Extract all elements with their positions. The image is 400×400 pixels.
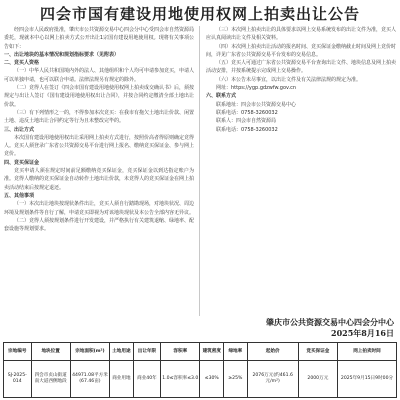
- table-cell: ≥25%: [224, 361, 248, 398]
- table-header-row: [4, 343, 397, 361]
- paragraph: （一）中华人民共和国境内外的法人、其他组织和个人均可申请参加竞买，申请人可以单独申请，也可以联合申请。法律法规另有规定的除外。: [4, 68, 194, 83]
- table-cell: 四会市贞山街道南大道西侧地段: [31, 361, 70, 398]
- page-title: 四会市国有建设用地使用权网上拍卖出让公告: [39, 5, 360, 23]
- table-cell: 商业用地: [110, 361, 134, 398]
- paragraph: （二）竞得人在签订《四会市国有建设用地使用权网上拍卖成交确认书》后，须按规定与出让人签订《国有建设用地使用权出让合同》，并按合同约定缴清全部土地出让价款。: [4, 85, 194, 108]
- table-header-cell: 网上拍卖时间: [338, 343, 397, 361]
- table-header-cell: 宗地编号: [4, 343, 32, 361]
- table-cell: 1.0≤容积率≤3.0: [161, 361, 200, 398]
- paragraph: 联系电话：0758-3260032: [216, 109, 278, 116]
- table-header-cell: 宗地面积(m²): [70, 343, 109, 361]
- column-divider: [199, 26, 200, 316]
- table-header-cell: 出让年限: [133, 343, 161, 361]
- table-body: [4, 361, 397, 398]
- table-header-cell: 绿地率: [224, 343, 248, 361]
- paragraph: （三）有下列情形之一的，不得参加本次竞买：在我市有拖欠土地出让价款、闲置土地、违反土地出让合同约定等行为且未整改完毕的。: [4, 109, 194, 125]
- issuer-signature: 肇庆市公共资源交易中心四会分中心: [266, 317, 394, 327]
- paragraph: （四）本次网上拍卖出让活动的报名时间、竞买保证金缴纳截止时间及网上竞价时间，详见广东省公共资源交易平台发布的交易信息。: [206, 43, 396, 58]
- table-header-cell: 起始价: [247, 343, 298, 361]
- table-header-cell: 竞买保证金: [298, 343, 337, 361]
- table-cell: 商业40年: [133, 361, 161, 398]
- section-heading: 六、联系方式: [206, 93, 237, 100]
- table-cell: 44971.08平方米(67.46亩): [70, 361, 109, 398]
- table-cell: SJ-2025-014: [4, 361, 32, 398]
- section-heading: 二、竞买人资格: [4, 60, 40, 67]
- section-heading: 五、其他事项: [4, 192, 35, 199]
- paragraph: 经四会市人民政府批准，肇庆市公共资源交易中心四会分中心受四会市自然资源局委托，现就本中心以网上拍卖方式公开出让1宗国有建设用地使用权。现将有关事项公告如下：: [4, 27, 194, 50]
- announcement-left-column: [4, 26, 194, 316]
- paragraph: （六）本公告未尽事宜，以出让文件及有关法律法规的规定为准。: [216, 76, 362, 83]
- paragraph: 联系地址：四会市公共资源交易中心: [216, 101, 297, 108]
- paragraph: （一）本次出让地块按现状条件出让，竞买人须自行踏勘现场，对地块状况、周边环境及规划条件等自行了解，申请竞买即视为对该地块现状及本公告全部内容无异议。: [4, 201, 194, 216]
- land-parcel-table: [3, 342, 397, 398]
- table-header-cell: 容积率: [161, 343, 200, 361]
- table-header-cell: 地块位置: [31, 343, 70, 361]
- paragraph: 网址：https://ygp.gdzwfw.gov.cn: [216, 85, 297, 92]
- table-cell: 2025年9月15日9时00分: [338, 361, 397, 398]
- paragraph: （三）本次网上拍卖出让的具体要求以网上交易系统发布的出让文件为准，竞买人应认真阅读出让文件及相关资料。: [206, 27, 396, 42]
- section-heading: 三、出让方式: [4, 126, 35, 133]
- paragraph: 竞买申请人须在规定时间前足额缴纳竞买保证金，竞买保证金以到达指定账户为准。竞得人缴纳的竞买保证金自动转作土地出让价款，未竞得人的竞买保证金在网上拍卖活动结束后按规定退还。: [4, 168, 194, 191]
- table-cell: 2076万元(约461.6元/m²): [247, 361, 298, 398]
- table-row: [4, 361, 397, 398]
- paragraph: 联系电话：0758-3260032: [216, 126, 278, 133]
- issue-date: 2025年8月16日: [331, 328, 394, 338]
- table-cell: 2000万元: [298, 361, 337, 398]
- table-header-cell: 建筑密度: [200, 343, 224, 361]
- section-heading: 四、竞买保证金: [4, 159, 40, 166]
- table-header-cell: 土地用途: [110, 343, 134, 361]
- section-heading: 一、出让地块的基本情况和规划指标要求（见附表）: [4, 51, 120, 58]
- paragraph: 联系人：四会市自然资源局: [216, 118, 277, 125]
- paragraph: （二）竞得人须按规划条件进行开发建设，并严格执行有关建筑退缩、绿地率、配套设施等规划要求。: [4, 217, 194, 233]
- announcement-right-column: [206, 26, 396, 316]
- paragraph: 本次国有建设用地使用权出让采用网上拍卖方式进行，按照价高者得原则确定竞得人。竞买人须登录广东省公共资源交易平台进行网上报名、缴纳竞买保证金、参与网上竞价。: [4, 134, 194, 158]
- table-cell: ≤30%: [200, 361, 224, 398]
- paragraph: （五）竞买人可通过广东省公共资源交易平台查询出让文件、地块信息及网上拍卖活动安排，并按系统提示完成网上交易操作。: [206, 60, 396, 75]
